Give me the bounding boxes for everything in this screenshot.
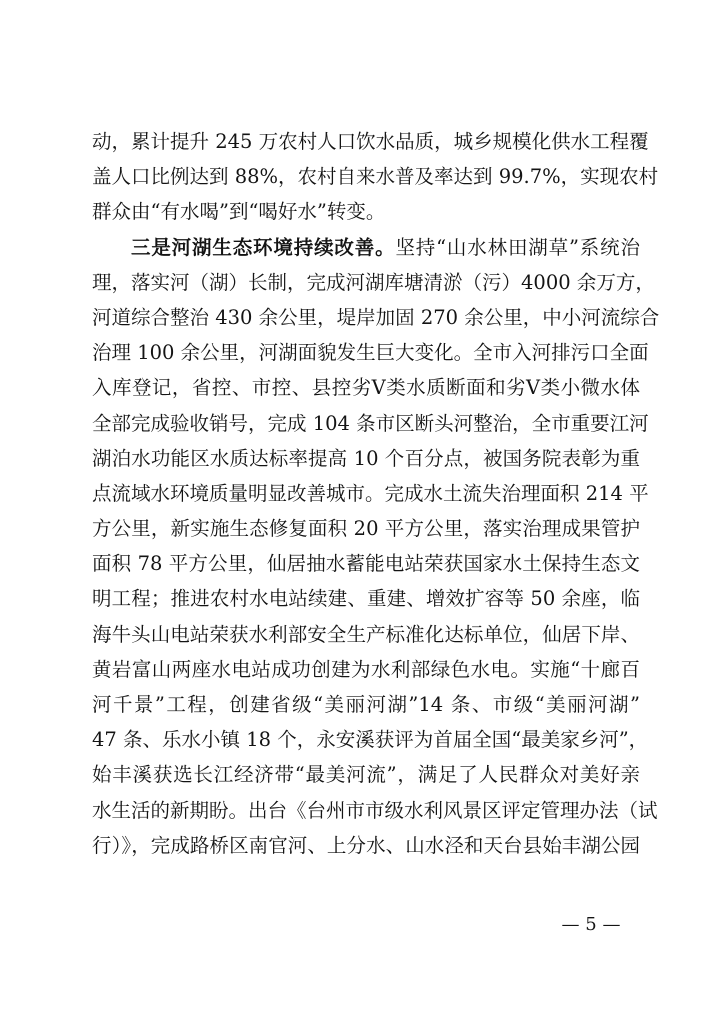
text-line bbox=[92, 159, 659, 194]
text-line bbox=[92, 511, 640, 546]
text-line bbox=[92, 581, 640, 616]
line-text: 群众由“有水喝”到“喝好水”转变。 bbox=[92, 200, 386, 224]
text-line bbox=[92, 476, 649, 511]
text-line bbox=[92, 265, 655, 300]
line-text: 面积 78 平方公里，仙居抽水蓄能电站荣获国家水土保持生态文 bbox=[92, 552, 640, 576]
text-line bbox=[92, 194, 640, 229]
text-line bbox=[92, 687, 640, 722]
text-line bbox=[92, 441, 640, 476]
line-text: 行）》，完成路桥区南官河、上分水、山水泾和天台县始丰湖公园 bbox=[92, 833, 640, 857]
text-line bbox=[92, 793, 658, 828]
line-text: 47 条、乐水小镇 18 个，永安溪获评为首届全国“最美家乡河”， bbox=[92, 728, 649, 752]
line-text: 湖泊水功能区水质达标率提高 10 个百分点，被国务院表彰为重 bbox=[92, 446, 640, 470]
line-text: 治理 100 余公里，河湖面貌发生巨大变化。全市入河排污口全面 bbox=[92, 341, 649, 365]
text-line bbox=[92, 652, 640, 687]
text-line bbox=[92, 757, 640, 792]
text-line bbox=[92, 617, 640, 652]
line-text: 盖人口比例达到 88%，农村自来水普及率达到 99.7%，实现农村 bbox=[92, 165, 659, 189]
text-line bbox=[92, 335, 649, 370]
text-line bbox=[92, 300, 660, 335]
line-text: 坚持“山水林田湖草”系统治 bbox=[395, 235, 640, 259]
body-text bbox=[92, 124, 660, 863]
section-heading-line bbox=[92, 230, 640, 265]
page-number: — 5 — bbox=[561, 914, 621, 935]
line-text: 入库登记，省控、市控、县控劣Ⅴ类水质断面和劣Ⅴ类小微水体 bbox=[92, 376, 640, 400]
line-text: 黄岩富山两座水电站成功创建为水利部绿色水电。实施“十廊百 bbox=[92, 657, 640, 681]
line-text: 河千景”工程，创建省级“美丽河湖”14 条、市级“美丽河湖” bbox=[92, 693, 640, 716]
line-text: 理，落实河（湖）长制，完成河湖库塘清淤（污）4000 余万方， bbox=[92, 270, 655, 294]
line-text: 全部完成验收销号，完成 104 条市区断头河整治，全市重要江河 bbox=[92, 411, 649, 435]
line-text: 方公里，新实施生态修复面积 20 平方公里，落实治理成果管护 bbox=[92, 517, 640, 541]
text-line bbox=[92, 828, 640, 863]
text-line bbox=[92, 546, 640, 581]
text-line bbox=[92, 370, 640, 405]
line-text: 水生活的新期盼。出台《台州市市级水利风景区评定管理办法（试 bbox=[92, 798, 658, 822]
line-text: 始丰溪获选长江经济带“最美河流”，满足了人民群众对美好亲 bbox=[92, 763, 640, 787]
text-line bbox=[92, 406, 649, 441]
line-text: 点流域水环境质量明显改善城市。完成水土流失治理面积 214 平 bbox=[92, 481, 649, 505]
line-text: 明工程；推进农村水电站续建、重建、增效扩容等 50 余座，临 bbox=[92, 587, 640, 611]
section-heading: 三是河湖生态环境持续改善。 bbox=[131, 235, 396, 259]
text-line bbox=[92, 722, 649, 757]
text-line bbox=[92, 124, 649, 159]
line-text: 河道综合整治 430 余公里，堤岸加固 270 余公里，中小河流综合 bbox=[92, 305, 660, 329]
line-text: 动，累计提升 245 万农村人口饮水品质，城乡规模化供水工程覆 bbox=[92, 130, 649, 153]
line-text: 海牛头山电站荣获水利部安全生产标准化达标单位，仙居下岸、 bbox=[92, 622, 640, 646]
